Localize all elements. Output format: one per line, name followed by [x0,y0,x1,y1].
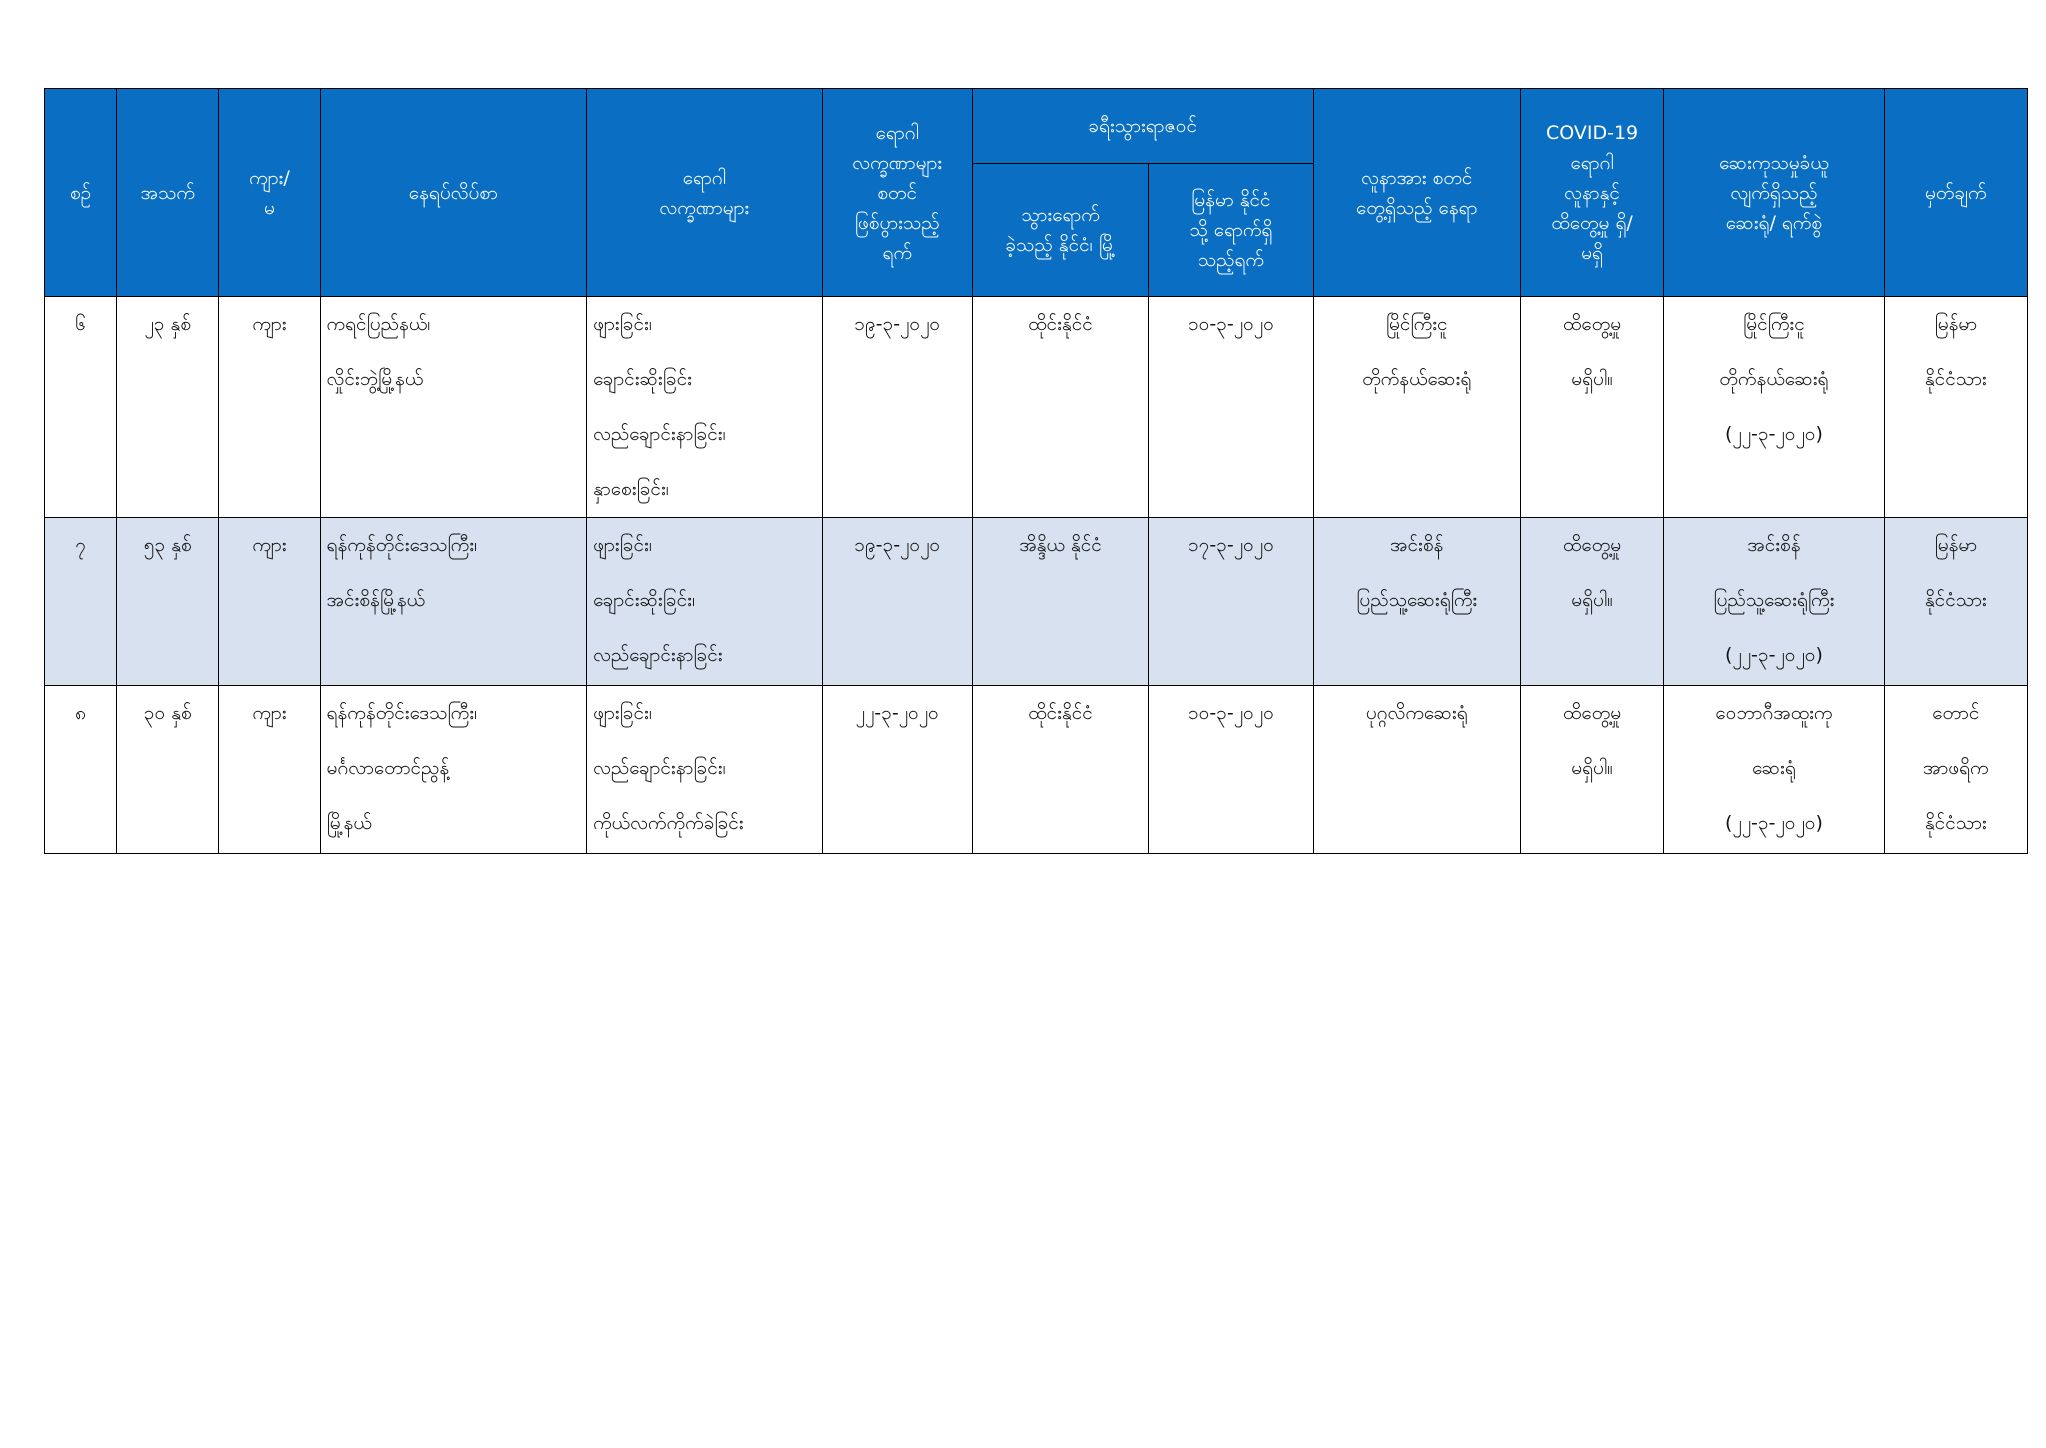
text-line: မြန်မာ [1934,534,1978,556]
header-travel-country [972,164,1148,297]
text-line: ခဲ့သည့် နိုင်ငံ၊ မြို့ [1005,234,1116,256]
text-line: လည်ချောင်းနာခြင်း [593,644,723,666]
cell-symptoms [587,297,822,518]
text-line: ခရီးသွားရာဇဝင် [1088,115,1197,137]
text-line: သို့ ရောက်ရှိ [1189,219,1273,241]
cell-age: ၃၀ နှစ် [117,686,219,854]
text-line: နိုင်ငံသား [1924,368,1987,390]
table-row [45,297,2028,518]
text-line: ရောဂါ [875,121,919,144]
text-line: ရန်ကုန်တိုင်းဒေသကြီး၊ [326,702,478,724]
text-line: ကိုယ်လက်ကိုက်ခဲခြင်း [593,812,744,834]
text-line: မရှိပါ။ [1571,757,1613,779]
text-line: ဖြစ်ပွားသည့် [854,211,940,234]
text-line: စဉ် [69,181,92,204]
cell-contact [1520,686,1663,854]
cell-no: ၇ [45,518,117,686]
header-symptoms-text [591,163,817,223]
header-arrival [1149,164,1313,297]
cell-no: ၆ [45,297,117,518]
text-line: ဝေဘာဂီအထူးကု [1715,702,1833,724]
text-line: မှတ်ချက် [1925,181,1987,204]
text-line: မြန်မာ [1934,313,1978,335]
text-line: တိုက်နယ်ဆေးရုံ [1362,368,1472,390]
text-line: လက္ခဏာများ [852,151,943,174]
header-age-text [121,178,214,208]
text-line: နိုင်ငံသား [1924,589,1987,611]
header-arrival-text [1153,185,1308,275]
text-line: ထိတွေ့မှု ရှိ/ [1551,211,1633,234]
text-line: မ [264,196,275,219]
header-remark-text [1889,178,2023,208]
cell-address [320,297,587,518]
text-line: မြို့နယ် [326,812,372,834]
header-contact-text [1525,118,1659,268]
cell-sex: ကျား [219,686,320,854]
text-line: မင်္ဂလာတောင်ညွန့် [326,757,450,779]
cell-sex: ကျား [219,297,320,518]
text-line: လှိုင်းဘွဲ့မြို့နယ် [326,368,424,390]
cell-arrival: ၁၀-၃-၂၀၂၀ [1149,686,1313,854]
cell-onset: ၁၉-၃-၂၀၂၀ [822,297,972,518]
header-hospital-text [1668,148,1879,238]
header-first-found [1313,89,1520,297]
cell-symptoms [587,686,822,854]
header-symptoms [587,89,822,297]
cell-hospital [1664,686,1884,854]
header-sex-text [223,163,315,223]
text-line: ရက် [882,241,912,264]
cell-remark [1884,518,2027,686]
text-line: ဆေးကုသမှုခံယူ [1719,151,1829,174]
header-onset-text [827,118,968,268]
text-line: တောင် [1932,702,1980,724]
cell-travel-country: ထိုင်းနိုင်ငံ [972,686,1148,854]
header-remark [1884,89,2027,297]
text-line: လည်ချောင်းနာခြင်း၊ [593,423,726,445]
cell-symptoms [587,518,822,686]
text-line: ချောင်းဆိုးခြင်း၊ [593,589,695,611]
text-line: နိုင်ငံသား [1924,812,1987,834]
text-line: ဖျားခြင်း၊ [593,534,652,556]
text-line: အသက် [140,181,195,204]
cell-remark [1884,686,2027,854]
text-line: ရန်ကုန်တိုင်းဒေသကြီး၊ [326,534,478,556]
text-line: မရှိ [1581,241,1603,264]
header-no [45,89,117,297]
text-line: စတင် [877,181,918,204]
cell-arrival: ၁၇-၃-၂၀၂၀ [1149,518,1313,686]
cell-address [320,686,587,854]
cell-onset: ၂၂-၃-၂၀၂၀ [822,686,972,854]
cell-contact [1520,297,1663,518]
header-age [117,89,219,297]
text-line: ရောဂါ [682,166,726,189]
text-line: ထိတွေ့မှု [1563,534,1622,556]
header-onset [822,89,972,297]
cell-first-found [1313,686,1520,854]
text-line: အင်းစိန်မြို့နယ် [326,589,426,611]
covid-case-table [44,88,2028,854]
header-travel-group [972,89,1313,164]
cell-age: ၂၃ နှစ် [117,297,219,518]
header-no-text [49,178,112,208]
text-line: လက္ခဏာများ [659,196,750,219]
text-line: ဆေးရုံ/ ရက်စွဲ [1725,211,1823,234]
text-line: ထိတွေ့မှု [1563,702,1622,724]
text-line: သွားရောက် [1021,204,1100,226]
text-line: အင်းစိန် [1747,534,1801,556]
text-line: လည်ချောင်းနာခြင်း၊ [593,757,726,779]
text-line: တိုက်နယ်ဆေးရုံ [1719,368,1829,390]
cell-address [320,518,587,686]
text-line: မရှိပါ။ [1571,368,1613,390]
text-line: ဖျားခြင်း၊ [593,702,652,724]
text-line: အာဖရိက [1923,757,1989,779]
text-line: ကျား/ [249,166,290,189]
text-line: မြန်မာ နိုင်ငံ [1191,189,1271,211]
text-line: ကရင်ပြည်နယ်၊ [326,313,431,335]
cell-first-found [1313,297,1520,518]
text-line: လူနာအား စတင် [1361,166,1473,189]
cell-sex: ကျား [219,518,320,686]
text-line: နှာစေးခြင်း၊ [593,478,669,500]
cell-first-found [1313,518,1520,686]
text-line: မရှိပါ။ [1571,589,1613,611]
cell-contact [1520,518,1663,686]
text-line: (၂၂-၃-၂၀၂၀) [1724,423,1823,445]
text-line: လူနာနှင့် [1564,181,1620,204]
text-line: (၂၂-၃-၂၀၂၀) [1724,812,1823,834]
text-line: လျက်ရှိသည့် [1730,181,1818,204]
cell-no: ၈ [45,686,117,854]
cell-hospital [1664,297,1884,518]
header-first-found-text [1318,163,1516,223]
text-line: ဖျားခြင်း၊ [593,313,652,335]
text-line: ထိတွေ့မှု [1563,313,1622,335]
text-line: ပြည်သူ့ဆေးရုံကြီး [1356,589,1478,611]
text-line: ပုဂ္ဂလိကဆေးရုံ [1365,702,1468,724]
header-travel-country-text [977,200,1144,260]
text-line: သည့်ရက် [1197,249,1264,271]
table-row [45,686,2028,854]
header-address [320,89,587,297]
text-line: (၂၂-၃-၂၀၂၀) [1724,644,1823,666]
text-line: အင်းစိန် [1390,534,1444,556]
text-line: ချောင်းဆိုးခြင်း [593,368,692,390]
cell-travel-country: အိန္ဒိယ နိုင်ငံ [972,518,1148,686]
header-sex [219,89,320,297]
cell-hospital [1664,518,1884,686]
cell-age: ၅၃ နှစ် [117,518,219,686]
text-line: တွေ့ရှိသည့် နေရာ [1356,196,1478,219]
text-line: ဆေးရုံ [1752,757,1796,779]
text-line: မြိုင်ကြီးငူ [1385,313,1448,335]
cell-onset: ၁၉-၃-၂၀၂၀ [822,518,972,686]
cell-travel-country: ထိုင်းနိုင်ငံ [972,297,1148,518]
table-row [45,518,2028,686]
text-line: နေရပ်လိပ်စာ [408,181,498,204]
text-line: ရောဂါ [1570,151,1614,174]
text-line: COVID-19 [1545,121,1639,144]
text-line: မြိုင်ကြီးငူ [1743,313,1805,335]
text-line: ပြည်သူ့ဆေးရုံကြီး [1713,589,1835,611]
header-hospital [1664,89,1884,297]
cell-remark [1884,297,2027,518]
header-contact [1520,89,1663,297]
header-address-text [325,178,583,208]
cell-arrival: ၁၀-၃-၂၀၂၀ [1149,297,1313,518]
header-travel-group-text [977,111,1309,141]
